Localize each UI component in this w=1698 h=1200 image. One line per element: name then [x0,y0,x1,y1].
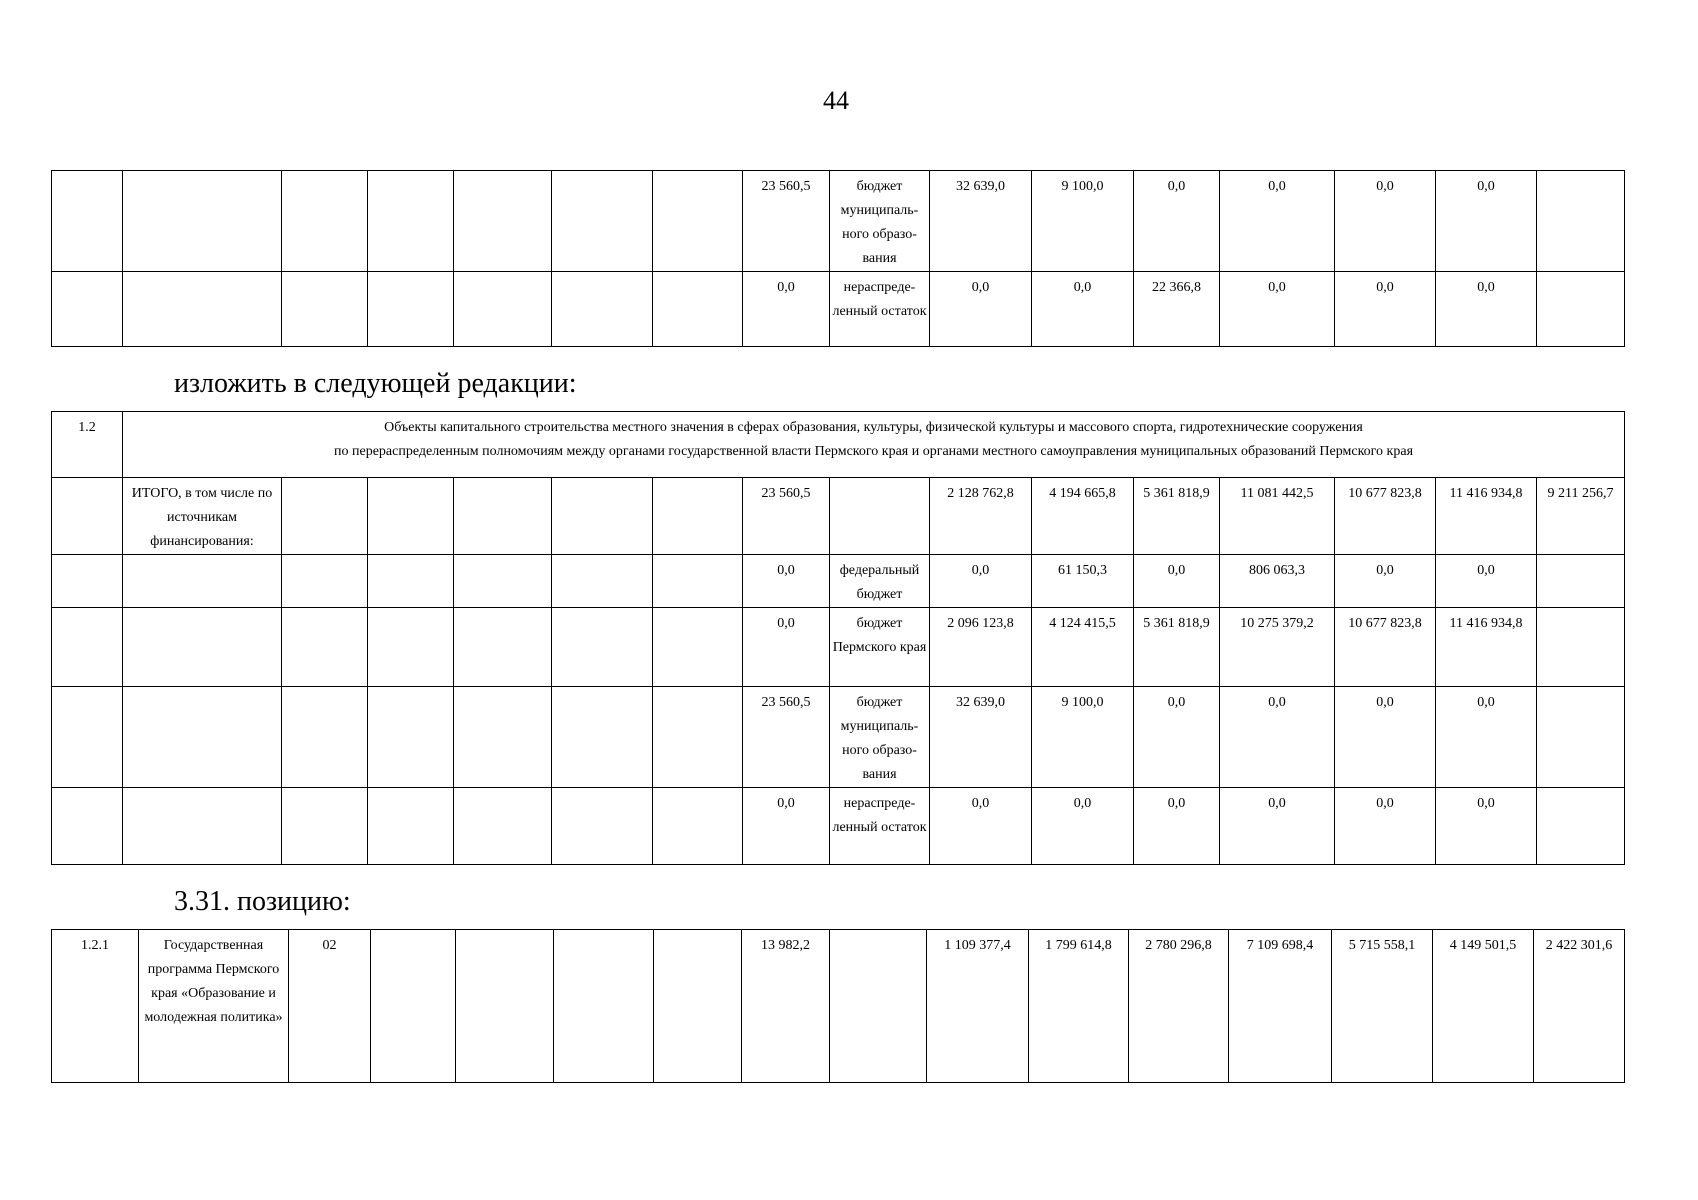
section-title-line: Объекты капитального строительства местного значения в сферах образования, культуры, физической культуры и массового спорта, гидротехнические сооружения [384,420,1363,435]
table-cell [1537,608,1625,687]
table-cell: Государственная программа Пермского края «Образование и молодежная политика» [139,930,289,1083]
table-cell: 0,0 [1134,687,1220,788]
table-cell: 0,0 [743,788,830,865]
table-cell: 5 715 558,1 [1332,930,1433,1083]
table-cell [282,555,368,608]
table-cell: 32 639,0 [930,171,1032,272]
table-cell: 5 361 818,9 [1134,478,1220,555]
table-cell [552,272,653,347]
table-cell: ИТОГО, в том числе по источникам финансирования: [123,478,282,555]
table-cell [552,171,653,272]
table-cell [52,272,123,347]
table-cell: 02 [289,930,371,1083]
table-cell: 10 677 823,8 [1335,478,1436,555]
table-section-1-2 [51,411,1625,865]
table-cell: 4 124 415,5 [1032,608,1134,687]
table-cell [368,555,454,608]
table-cell [52,788,123,865]
table-cell [368,478,454,555]
table-cell [1537,272,1625,347]
table-cell: 0,0 [743,555,830,608]
table-cell [282,171,368,272]
table-position-1-2-1 [51,929,1625,1083]
table-cell: 22 366,8 [1134,272,1220,347]
table-cell: 0,0 [930,272,1032,347]
table-row [52,171,1625,272]
table-cell [368,788,454,865]
table-cell [368,608,454,687]
table-cell [830,930,927,1083]
table-cell [282,687,368,788]
table-cell [830,478,930,555]
table-cell: 0,0 [1436,171,1537,272]
table-cell: 0,0 [1220,788,1335,865]
table-cell [1537,687,1625,788]
table-cell: 9 100,0 [1032,687,1134,788]
table-cell [123,687,282,788]
page-number: 44 [823,86,849,115]
table-cell: 0,0 [1032,788,1134,865]
table-cell [454,687,552,788]
table-cell [454,171,552,272]
table-row [52,478,1625,555]
table-cell: 0,0 [1335,788,1436,865]
table-cell: 0,0 [1436,555,1537,608]
table-cell [1537,171,1625,272]
table-cell [454,788,552,865]
table-cell: 0,0 [743,608,830,687]
table-cell [554,930,654,1083]
table-cell: 11 416 934,8 [1436,608,1537,687]
table-cell [368,687,454,788]
table-cell: 0,0 [743,272,830,347]
table-cell: 1 109 377,4 [927,930,1029,1083]
table-cell [456,930,554,1083]
table-cell: бюджет Пермского края [830,608,930,687]
table-cell: 2 096 123,8 [930,608,1032,687]
table-continuation [51,170,1625,347]
table-cell: 0,0 [1335,555,1436,608]
table-row [52,930,1625,1083]
table-cell [454,272,552,347]
table-cell: 0,0 [1220,171,1335,272]
section-title-line: по перераспределенным полномочиям между органами государственной власти Пермского края и органами местного самоуправления муниципальных образований Пермского края [334,444,1414,459]
table-cell: 0,0 [930,788,1032,865]
table-cell: 0,0 [1032,272,1134,347]
table-cell [454,478,552,555]
table-cell: 61 150,3 [1032,555,1134,608]
table-cell [654,930,742,1083]
table-cell [123,272,282,347]
table-cell: 0,0 [1335,687,1436,788]
position-heading: 3.31. позицию: [174,886,351,917]
table-cell [653,171,743,272]
table-cell [653,555,743,608]
table-cell: федеральный бюджет [830,555,930,608]
table-cell: 0,0 [930,555,1032,608]
table-cell: 0,0 [1335,171,1436,272]
table-cell [653,272,743,347]
table-cell: 11 416 934,8 [1436,478,1537,555]
table-cell [371,930,456,1083]
table-cell [368,272,454,347]
table-cell [123,608,282,687]
table-cell: 2 422 301,6 [1534,930,1625,1083]
table-cell: 2 780 296,8 [1129,930,1229,1083]
table-cell: бюджет муниципаль-ного образо-вания [830,171,930,272]
table-cell: 9 211 256,7 [1537,478,1625,555]
table-cell: 0,0 [1134,171,1220,272]
table-cell: 23 560,5 [743,687,830,788]
table-cell: 4 149 501,5 [1433,930,1534,1083]
table-cell: 10 677 823,8 [1335,608,1436,687]
table-cell: 0,0 [1436,788,1537,865]
table-cell [282,272,368,347]
table-cell: 0,0 [1220,272,1335,347]
table-cell: бюджет муниципаль-ного образо-вания [830,687,930,788]
table-cell: 7 109 698,4 [1229,930,1332,1083]
table-cell: 23 560,5 [743,171,830,272]
table-cell [552,555,653,608]
table-cell [52,608,123,687]
table-cell [282,478,368,555]
table-cell: 11 081 442,5 [1220,478,1335,555]
table-cell [52,171,123,272]
table-cell [552,687,653,788]
table-cell: 0,0 [1134,555,1220,608]
table-cell [653,788,743,865]
table-cell [123,788,282,865]
table-cell: нераспреде-ленный остаток [830,272,930,347]
table-cell: 23 560,5 [743,478,830,555]
table-cell [123,171,282,272]
table-row [52,687,1625,788]
table-cell [282,608,368,687]
table-cell [368,171,454,272]
section-title [123,412,1625,478]
table-cell: 5 361 818,9 [1134,608,1220,687]
table-cell [52,555,123,608]
table-cell [454,555,552,608]
table-cell [653,687,743,788]
table-cell [1537,788,1625,865]
table-row [52,555,1625,608]
table-row [52,788,1625,865]
table-cell [454,608,552,687]
table-cell: 1 799 614,8 [1029,930,1129,1083]
table-cell [552,608,653,687]
table-cell: 0,0 [1436,687,1537,788]
table-cell: 13 982,2 [742,930,830,1083]
table-cell: 9 100,0 [1032,171,1134,272]
table-cell [123,555,282,608]
table-cell: 1.2.1 [52,930,139,1083]
table-cell [653,478,743,555]
table-cell: 4 194 665,8 [1032,478,1134,555]
table-row [52,272,1625,347]
table-cell [52,687,123,788]
table-cell [552,788,653,865]
table-cell: 10 275 379,2 [1220,608,1335,687]
table-cell [52,478,123,555]
table-cell: 2 128 762,8 [930,478,1032,555]
section-number: 1.2 [52,412,123,478]
section-heading: изложить в следующей редакции: [174,368,577,399]
table-cell: нераспреде-ленный остаток [830,788,930,865]
table-cell: 0,0 [1220,687,1335,788]
table-cell [552,478,653,555]
table-cell: 0,0 [1436,272,1537,347]
table-cell [653,608,743,687]
table-cell [1537,555,1625,608]
table-cell: 0,0 [1335,272,1436,347]
table-cell: 32 639,0 [930,687,1032,788]
table-cell: 806 063,3 [1220,555,1335,608]
table-row [52,608,1625,687]
table-cell: 0,0 [1134,788,1220,865]
section-title-row [52,412,1625,478]
table-cell [282,788,368,865]
